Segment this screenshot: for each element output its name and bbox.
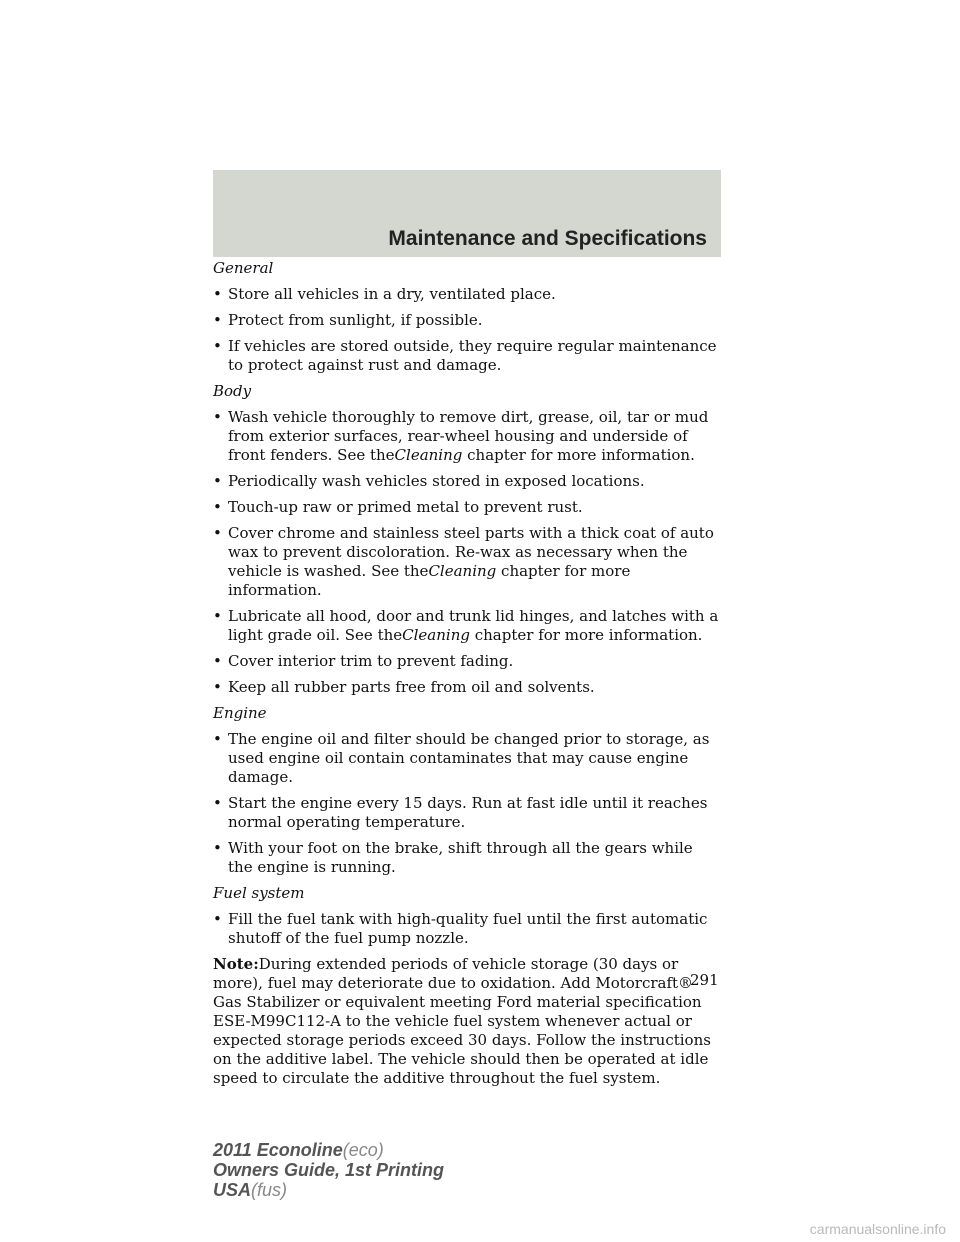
note-label: Note: bbox=[213, 955, 259, 973]
section-heading-engine: Engine bbox=[213, 704, 267, 722]
bullet-icon: • bbox=[213, 910, 222, 928]
note-text: During extended periods of vehicle storage (30 days or more), fuel may deteriorate due to oxidation. Add Motorcraft® Gas Stabilizer or equivalent meeting Ford material specification ESE-M99C112-A to the vehicle fuel system whenever actual or expected storage periods exceed 30 days. Follow the instructions on the additive label. The vehicle should then be operated at idle speed to circulate the additive throughout the fuel system. bbox=[213, 955, 711, 1087]
footer-line-guide: Owners Guide, 1st Printing bbox=[213, 1160, 445, 1180]
bullet-icon: • bbox=[213, 408, 222, 426]
bullet-icon: • bbox=[213, 498, 222, 516]
list-item: • Cover interior trim to prevent fading. bbox=[213, 652, 514, 670]
footer-line-region: USA(fus) bbox=[213, 1180, 288, 1200]
list-item: • If vehicles are stored outside, they require regular maintenance to protect against rust and damage. bbox=[213, 337, 717, 374]
cross-reference: Cleaning bbox=[402, 626, 470, 644]
fuel-list bbox=[213, 910, 719, 948]
cross-reference: Cleaning bbox=[394, 446, 463, 464]
list-item: • Start the engine every 15 days. Run at fast idle until it reaches normal operating temperature. bbox=[213, 794, 708, 831]
bullet-icon: • bbox=[213, 607, 222, 625]
list-item: • Store all vehicles in a dry, ventilated place. bbox=[213, 285, 556, 303]
footer-line-model: 2011 Econoline(eco) bbox=[213, 1140, 384, 1160]
section-heading-body: Body bbox=[213, 382, 252, 400]
bullet-icon: • bbox=[213, 839, 222, 857]
list-item: • Keep all rubber parts free from oil and solvents. bbox=[213, 678, 595, 696]
list-item: • With your foot on the brake, shift through all the gears while the engine is running. bbox=[213, 839, 693, 876]
bullet-icon: • bbox=[213, 730, 222, 748]
bullet-icon: • bbox=[213, 472, 222, 490]
bullet-icon: • bbox=[213, 678, 222, 696]
chapter-title: Maintenance and Specifications bbox=[388, 227, 707, 250]
list-item: • Protect from sunlight, if possible. bbox=[213, 311, 483, 329]
engine-list bbox=[213, 730, 719, 877]
page-number: 291 bbox=[690, 971, 719, 989]
list-item: • Touch-up raw or primed metal to prevent rust. bbox=[213, 498, 583, 516]
cross-reference: Cleaning bbox=[428, 562, 497, 580]
section-heading-general: General bbox=[213, 259, 274, 277]
list-item: • Fill the fuel tank with high-quality fuel until the first automatic shutoff of the fuel pump nozzle. bbox=[213, 910, 708, 947]
bullet-icon: • bbox=[213, 311, 222, 329]
bullet-icon: • bbox=[213, 337, 222, 355]
watermark: carmanualsonline.info bbox=[809, 1221, 946, 1237]
body-list bbox=[213, 408, 719, 697]
header-band bbox=[213, 170, 721, 257]
general-list bbox=[213, 285, 719, 375]
note-paragraph bbox=[213, 955, 719, 1088]
list-item: • Wash vehicle thoroughly to remove dirt, grease, oil, tar or mud from exterior surfaces, rear-wheel housing and underside of front fenders. See theCleaning chapter for more information. bbox=[213, 408, 709, 464]
section-heading-fuel-system: Fuel system bbox=[213, 884, 305, 902]
bullet-icon: • bbox=[213, 794, 222, 812]
document-footer bbox=[213, 1140, 444, 1200]
list-item: • Lubricate all hood, door and trunk lid hinges, and latches with a light grade oil. See theCleaning chapter for more information. bbox=[213, 607, 719, 644]
bullet-icon: • bbox=[213, 285, 222, 303]
list-item: • Periodically wash vehicles stored in exposed locations. bbox=[213, 472, 645, 490]
page-content bbox=[213, 259, 719, 1088]
bullet-icon: • bbox=[213, 524, 222, 542]
list-item: • The engine oil and filter should be changed prior to storage, as used engine oil contain contaminates that may cause engine damage. bbox=[213, 730, 710, 786]
list-item: • Cover chrome and stainless steel parts with a thick coat of auto wax to prevent discoloration. Re-wax as necessary when the vehicle is washed. See theCleaning chapter for more information. bbox=[213, 524, 714, 599]
bullet-icon: • bbox=[213, 652, 222, 670]
